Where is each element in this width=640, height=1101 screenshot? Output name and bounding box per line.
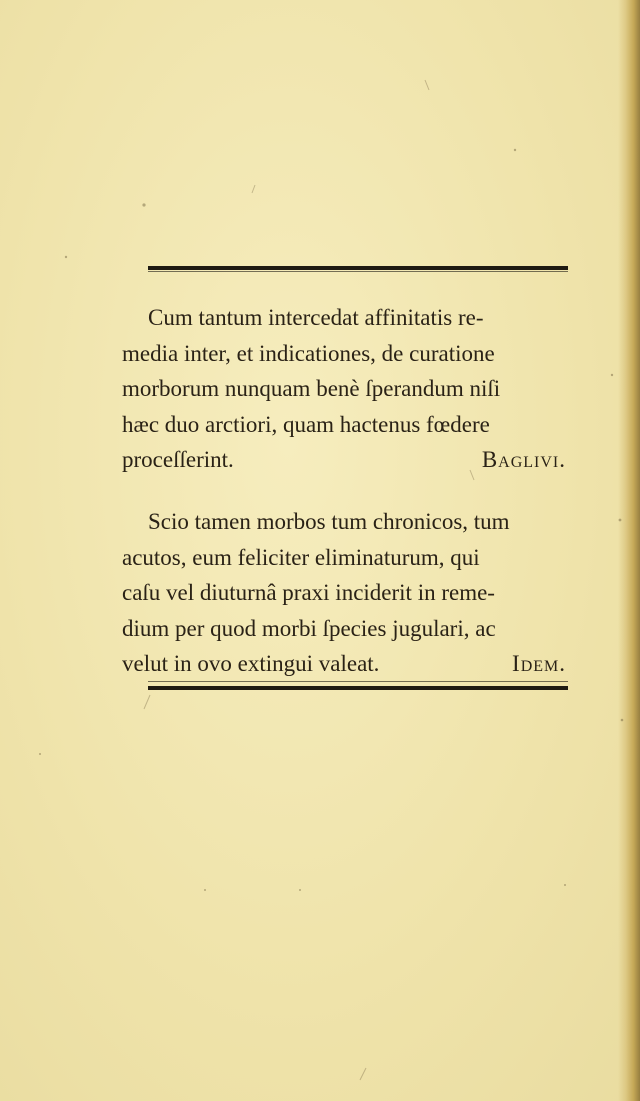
quote-line: morborum nunquam benè ſperandum niſi xyxy=(122,376,501,401)
quote-line: Scio tamen morbos tum chronicos, tum xyxy=(148,509,510,534)
quote-line: Cum tantum intercedat affinitatis re- xyxy=(148,305,484,330)
quote-line: proceſſerint. xyxy=(122,447,234,472)
quote-line: caſu vel diuturnâ praxi inciderit in reme- xyxy=(122,580,495,605)
quote-line: velut in ovo extingui valeat. xyxy=(122,651,380,676)
quote-line: media inter, et indicationes, de curatione xyxy=(122,340,495,366)
quote-line: hæc duo arctiori, quam hactenus fœdere xyxy=(122,411,490,437)
quote-line: acutos, eum feliciter eliminaturum, qui xyxy=(122,544,480,570)
quote-line: dium per quod morbi ſpecies jugulari, ac xyxy=(122,615,496,641)
quote-author: Idem. xyxy=(512,651,566,676)
quote-author: Baglivi. xyxy=(481,447,566,472)
